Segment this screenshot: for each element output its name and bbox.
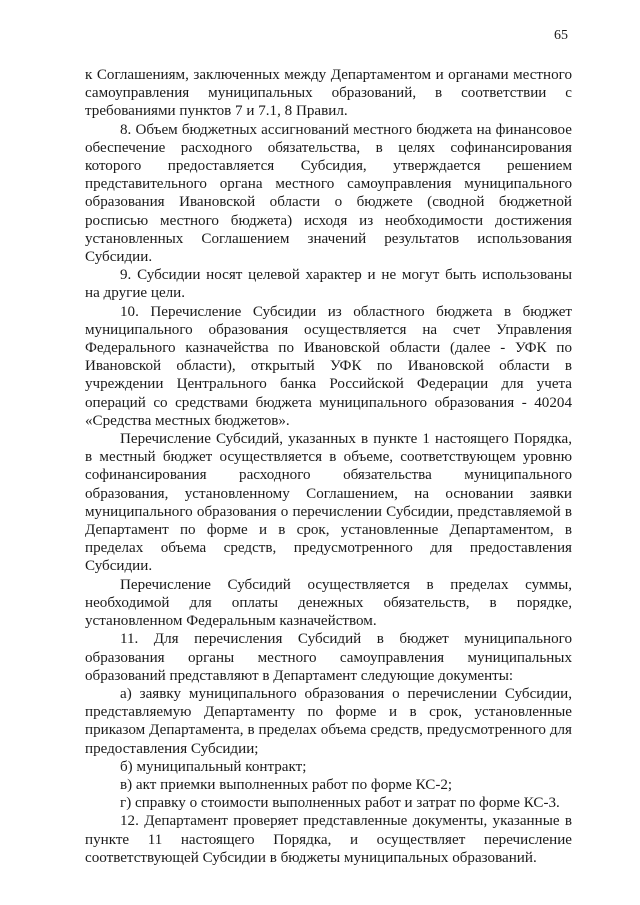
page-body <box>85 66 572 867</box>
paragraph-item-9: 9. Субсидии носят целевой характер и не могут быть использованы на другие цели. <box>85 267 572 302</box>
page-number: 65 <box>554 28 568 43</box>
paragraph-item-12: 12. Департамент проверяет представленные документы, указанные в пункте 11 настоящего Порядка, и осуществляет перечисление соответствующей Субсидии в бюджеты муниципальных образований. <box>85 813 572 866</box>
paragraph-item-10: 10. Перечисление Субсидии из областного бюджета в бюджет муниципального образования осуществляется на счет Управления Федерального казначейства по Ивановской области (далее - УФК по Ивановской области), открытый УФК по Ивановской области в учреждении Центрального банка Российской Федерации для учета операций со средствами бюджета муниципального образования - 40204 «Средства местных бюджетов». <box>85 303 572 429</box>
list-item-v: в) акт приемки выполненных работ по форме КС-2; <box>120 776 453 793</box>
list-item-g: г) справку о стоимости выполненных работ и затрат по форме КС-3. <box>120 795 560 812</box>
paragraph-transfer-volume: Перечисление Субсидий, указанных в пункте 1 настоящего Порядка, в местный бюджет осуществляется в объеме, соответствующем уровню софинансирования расходного обязательства муниципального образования, установленному Соглашением, на основании заявки муниципального образования о перечислении Субсидии, представляемой в Департамент по форме и в срок, установленные Департаментом, в пределах объема средств, предусмотренного для предоставления Субсидии. <box>85 431 572 575</box>
list-item-b: б) муниципальный контракт; <box>120 758 307 775</box>
list-item-a: а) заявку муниципального образования о перечислении Субсидии, представляемую Департаменту по форме и в срок, установленные приказом Департамента, в пределах объема средств, предусмотренного для предоставления Субсидии; <box>85 685 572 757</box>
paragraph-transfer-limits: Перечисление Субсидий осуществляется в пределах суммы, необходимой для оплаты денежных обязательств, в порядке, установленном Федеральным казначейством. <box>85 576 572 630</box>
paragraph-continuation: к Соглашениям, заключенных между Департаментом и органами местного самоуправления муниципальных образований, в соответствии с требованиями пунктов 7 и 7.1, 8 Правил. <box>85 67 572 120</box>
paragraph-item-8: 8. Объем бюджетных ассигнований местного бюджета на финансовое обеспечение расходного обязательства, в целях софинансирования которого предоставляется Субсидия, утверждается решением представительного органа местного самоуправления муниципального образования Ивановской области о бюджете (сводной бюджетной росписью местного бюджета) исходя из необходимости достижения установленных Соглашением значений результатов использования Субсидии. <box>85 121 572 266</box>
paragraph-item-11: 11. Для перечисления Субсидий в бюджет муниципального образования органы местного самоуправления муниципальных образований представляют в Департамент следующие документы: <box>85 631 572 684</box>
